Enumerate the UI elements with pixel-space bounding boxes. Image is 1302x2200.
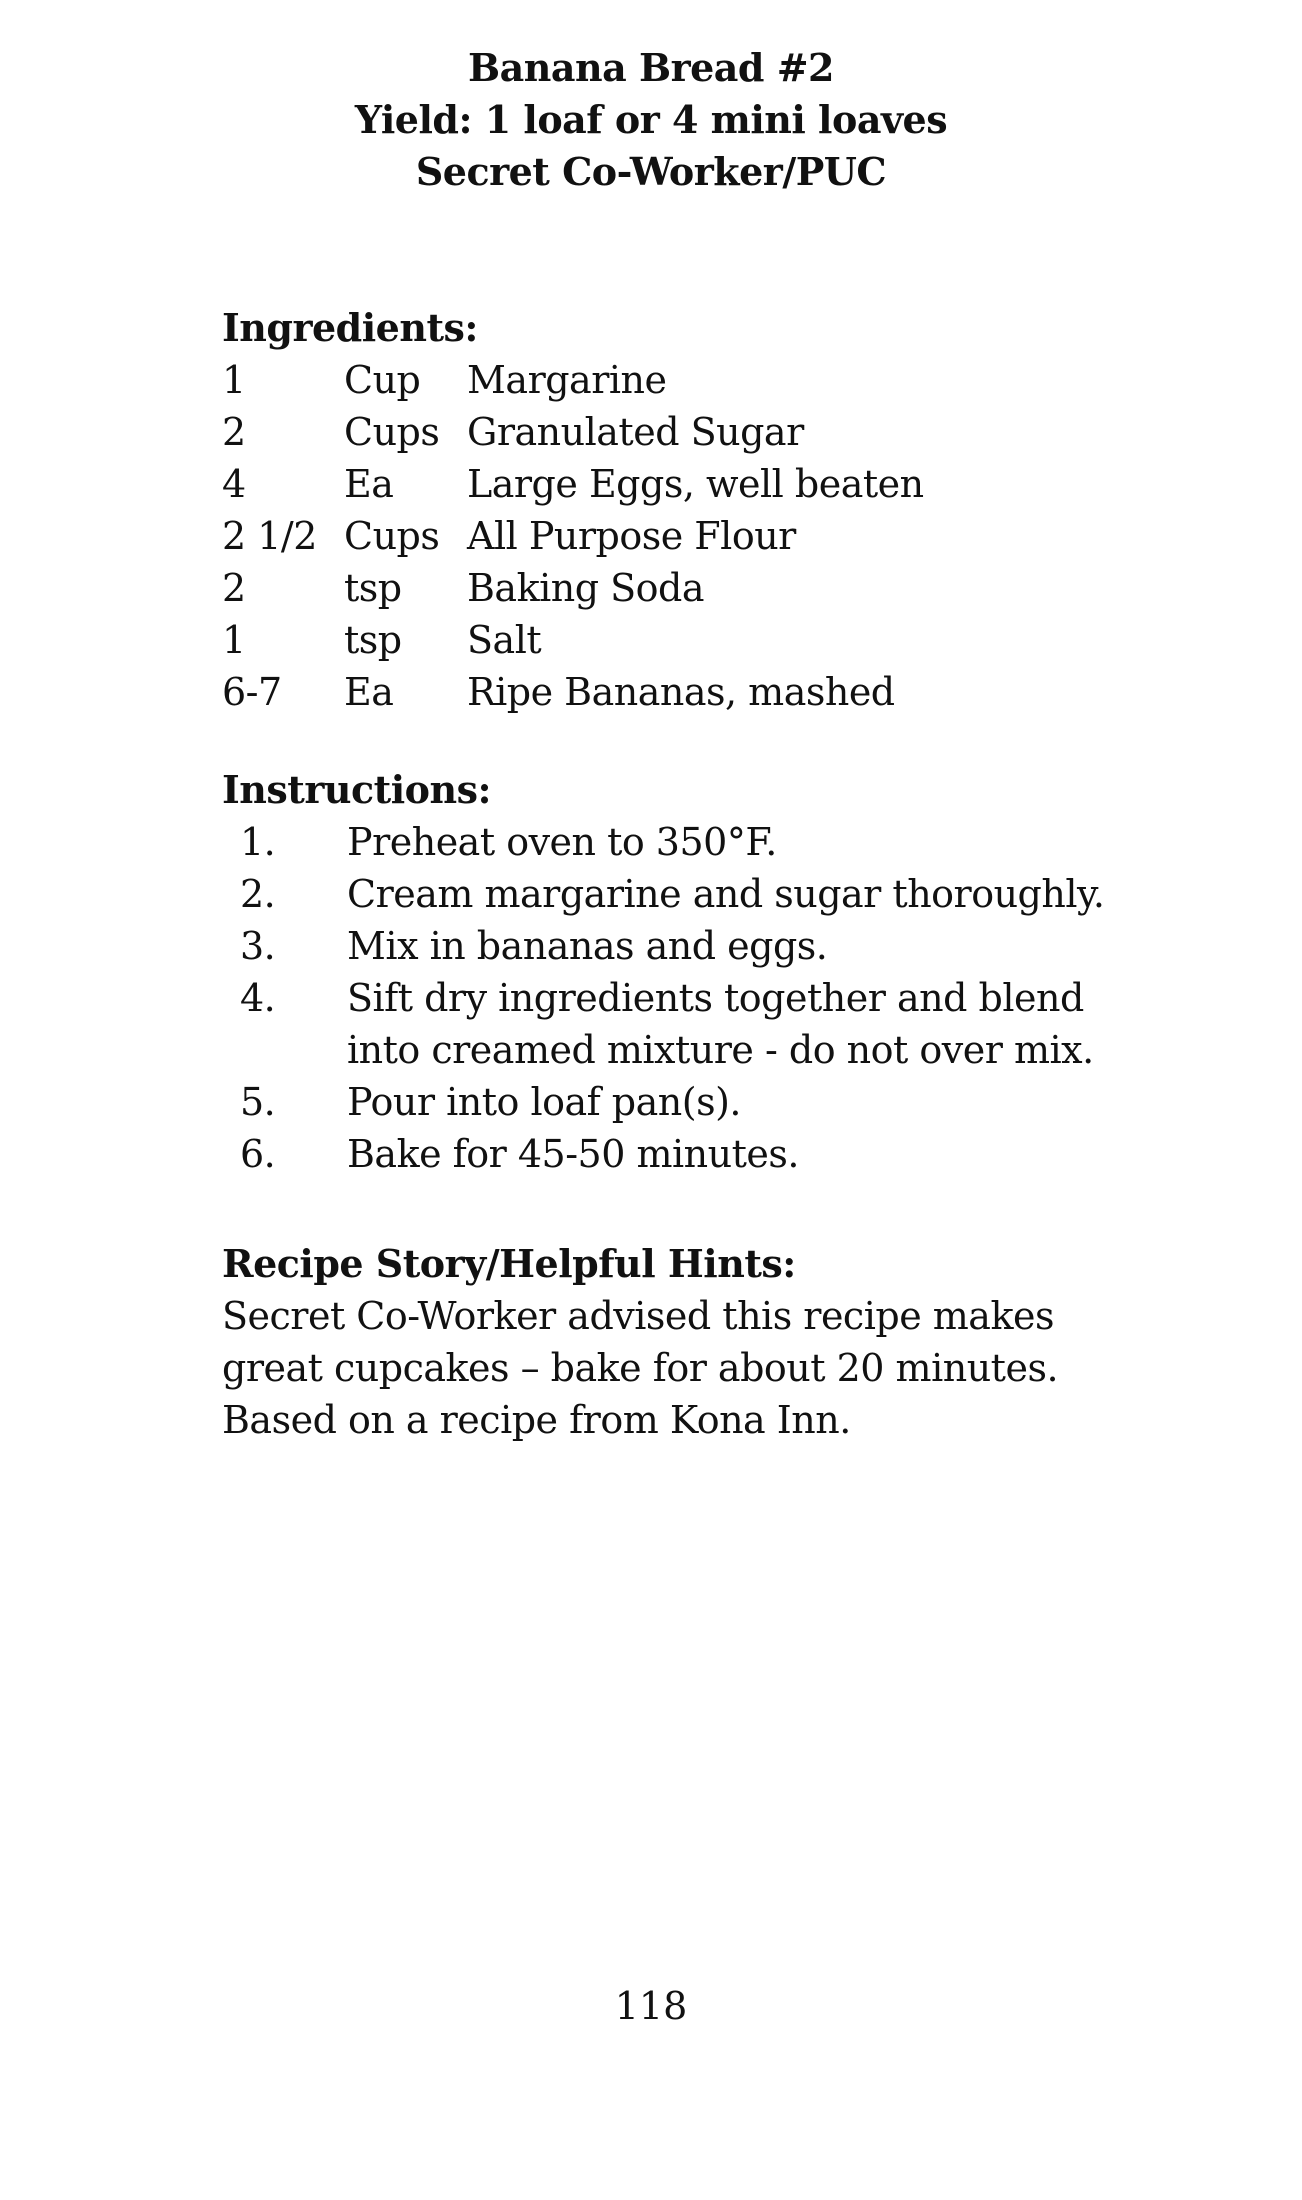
instructions-section xyxy=(222,764,1122,1180)
ingredient-name: Ripe Bananas, mashed xyxy=(467,670,895,714)
ingredient-name: Margarine xyxy=(467,358,667,402)
ingredient-row xyxy=(222,458,1122,510)
ingredient-name: All Purpose Flour xyxy=(467,514,796,558)
ingredient-row xyxy=(222,614,1122,666)
instruction-step xyxy=(222,1076,1122,1128)
ingredient-unit: tsp xyxy=(344,566,402,610)
ingredient-unit: Ea xyxy=(344,670,394,714)
ingredient-unit: Cup xyxy=(344,358,421,402)
ingredient-unit: Cups xyxy=(344,410,440,454)
recipe-contributor: Secret Co-Worker/PUC xyxy=(415,149,887,194)
recipe-header xyxy=(0,42,1302,198)
instruction-step xyxy=(222,1128,1122,1180)
recipe-title: Banana Bread #2 xyxy=(468,45,834,90)
ingredient-row xyxy=(222,354,1122,406)
ingredient-quantity: 6-7 xyxy=(222,670,282,714)
ingredient-unit: Ea xyxy=(344,462,394,506)
step-number: 2. xyxy=(240,872,276,916)
step-text: Cream margarine and sugar thoroughly. xyxy=(347,872,1105,916)
step-number: 4. xyxy=(240,976,276,1020)
step-text: Bake for 45-50 minutes. xyxy=(347,1132,799,1176)
ingredient-name: Granulated Sugar xyxy=(467,410,804,454)
instruction-step xyxy=(222,816,1122,868)
instruction-step xyxy=(222,972,1122,1076)
step-number: 1. xyxy=(240,820,276,864)
instruction-step xyxy=(222,868,1122,920)
instruction-step xyxy=(222,920,1122,972)
step-number: 3. xyxy=(240,924,276,968)
step-number: 6. xyxy=(240,1132,276,1176)
ingredient-quantity: 4 xyxy=(222,462,246,506)
step-text: Preheat oven to 350°F. xyxy=(347,820,777,864)
step-text: Pour into loaf pan(s). xyxy=(347,1080,741,1124)
ingredient-quantity: 2 xyxy=(222,566,246,610)
ingredient-name: Baking Soda xyxy=(467,566,705,610)
ingredient-quantity: 2 xyxy=(222,410,246,454)
ingredient-row xyxy=(222,562,1122,614)
hints-text: Secret Co-Worker advised this recipe makes great cupcakes – bake for about 20 minutes. Based on a recipe from Kona Inn. xyxy=(222,1294,1059,1442)
ingredient-row xyxy=(222,510,1122,562)
ingredient-row xyxy=(222,406,1122,458)
ingredient-quantity: 1 xyxy=(222,618,246,662)
ingredients-heading: Ingredients: xyxy=(222,305,478,350)
ingredient-unit: Cups xyxy=(344,514,440,558)
recipe-yield: Yield: 1 loaf or 4 mini loaves xyxy=(354,97,948,142)
step-text: Mix in bananas and eggs. xyxy=(347,924,828,968)
ingredient-unit: tsp xyxy=(344,618,402,662)
step-text: Sift dry ingredients together and blend into creamed mixture - do not over mix. xyxy=(347,976,1094,1072)
ingredient-quantity: 1 xyxy=(222,358,246,402)
ingredients-section xyxy=(222,302,1122,718)
ingredient-row xyxy=(222,666,1122,718)
page-number: 118 xyxy=(614,1984,688,2028)
hints-heading: Recipe Story/Helpful Hints: xyxy=(222,1241,796,1286)
instructions-heading: Instructions: xyxy=(222,767,492,812)
ingredient-quantity: 2 1/2 xyxy=(222,514,317,558)
ingredient-name: Salt xyxy=(467,618,542,662)
ingredient-name: Large Eggs, well beaten xyxy=(467,462,924,506)
hints-section xyxy=(222,1238,1122,1446)
step-number: 5. xyxy=(240,1080,276,1124)
